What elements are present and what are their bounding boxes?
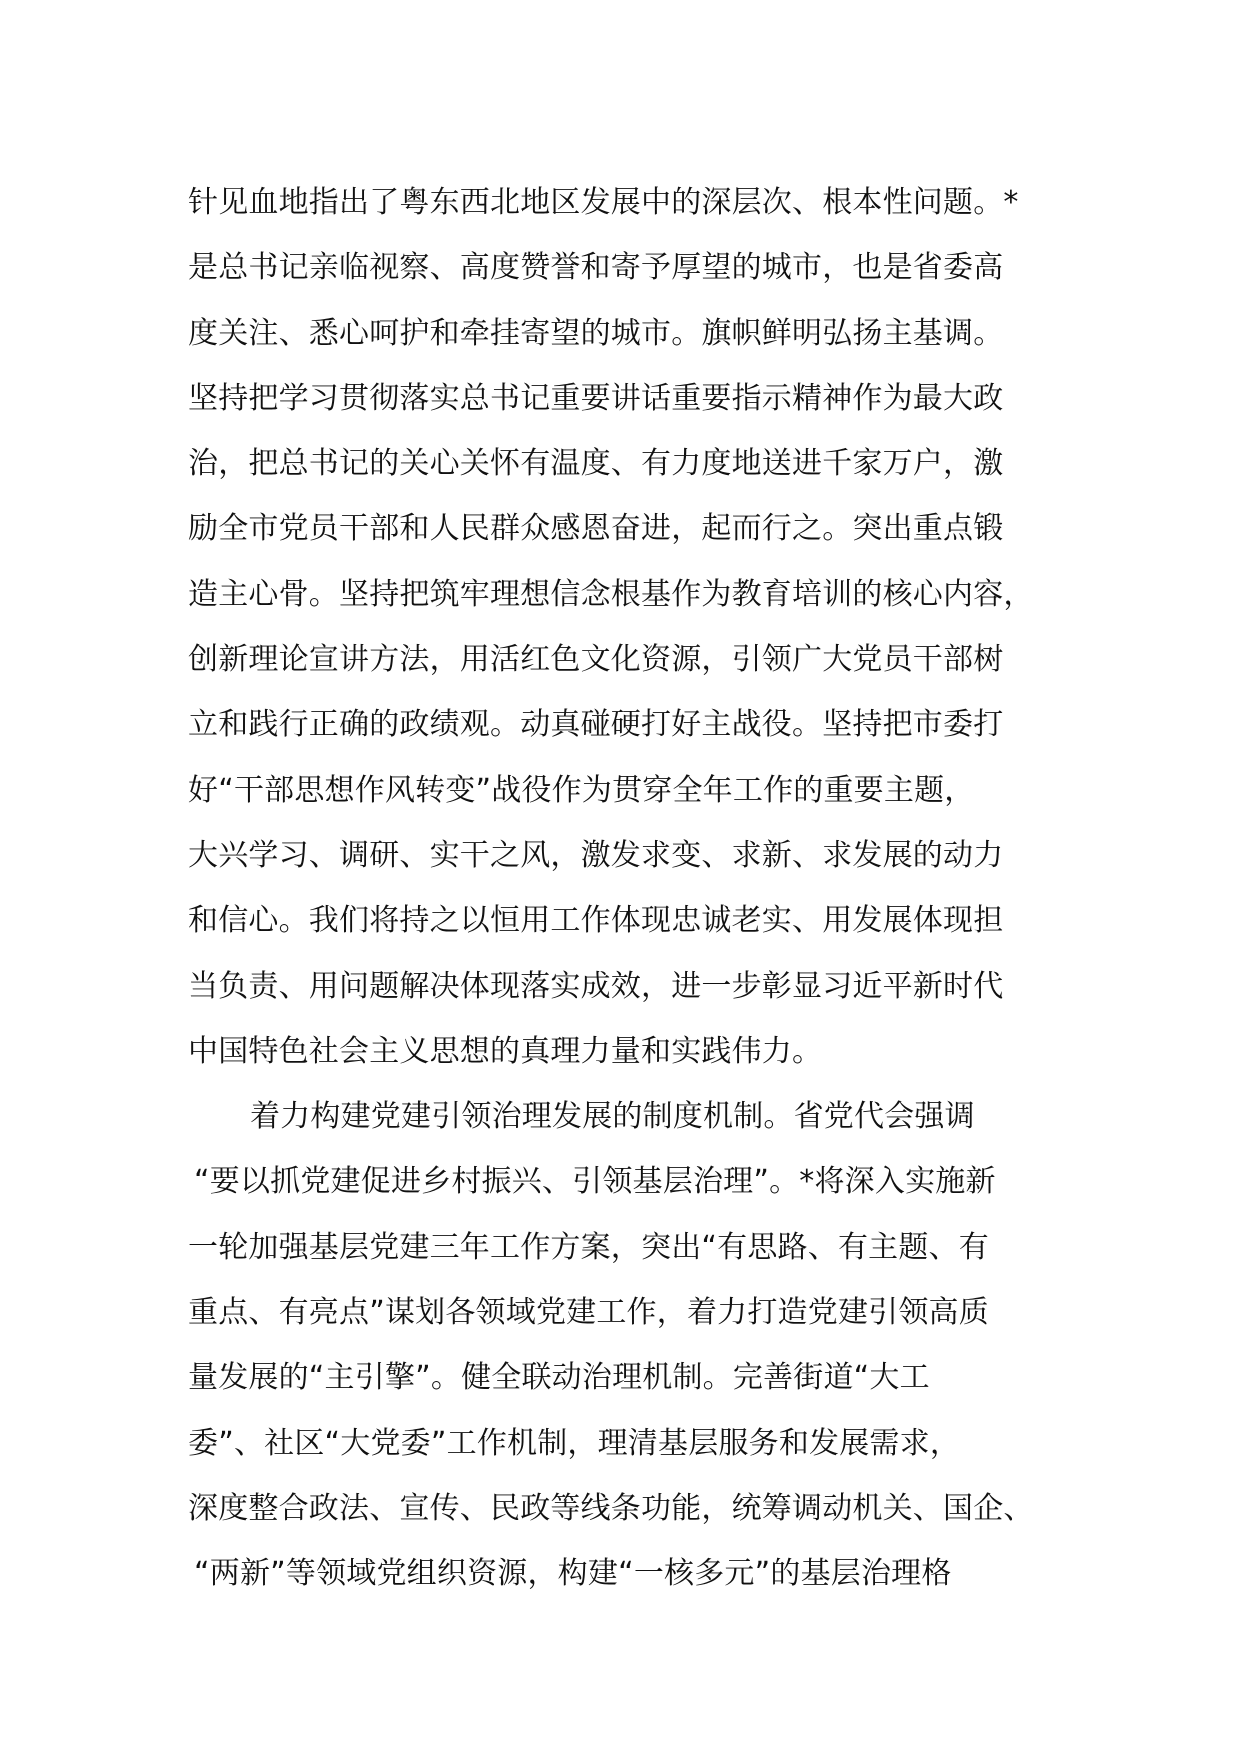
text-line: 量发展的“主引擎”。健全联动治理机制。完善街道“大工 bbox=[188, 1360, 930, 1396]
text-line: “两新”等领域党组织资源，构建“一核多元”的基层治理格 bbox=[194, 1556, 952, 1592]
text-line: 一轮加强基层党建三年工作方案，突出“有思路、有主题、有 bbox=[188, 1229, 989, 1265]
text-line: 度关注、悉心呵护和牵挂寄望的城市。旗帜鲜明弘扬主基调。 bbox=[188, 315, 1004, 351]
text-line: 好“干部思想作风转变”战役作为贯穿全年工作的重要主题， bbox=[188, 772, 975, 808]
text-line: 治，把总书记的关心关怀有温度、有力度地送进千家万户，激 bbox=[188, 446, 1004, 482]
text-line: 针见血地指出了粤东西北地区发展中的深层次、根本性问题。* bbox=[188, 185, 1019, 220]
text-line: 坚持把学习贯彻落实总书记重要讲话重要指示精神作为最大政 bbox=[188, 380, 1004, 416]
text-line: 深度整合政法、宣传、民政等线条功能，统筹调动机关、国企、 bbox=[188, 1490, 1034, 1526]
text-line: 当负责、用问题解决体现落实成效，进一步彰显习近平新时代 bbox=[188, 968, 1004, 1004]
text-line: 重点、有亮点”谋划各领域党建工作，着力打造党建引领高质 bbox=[188, 1295, 989, 1331]
text-line: 大兴学习、调研、实干之风，激发求变、求新、求发展的动力 bbox=[188, 837, 1004, 873]
text-line: 立和践行正确的政绩观。动真碰硬打好主战役。坚持把市委打 bbox=[188, 707, 1004, 743]
body-text bbox=[188, 170, 1078, 1607]
text-line: 是总书记亲临视察、高度赞誉和寄予厚望的城市，也是省委高 bbox=[188, 250, 1004, 286]
text-line: 造主心骨。坚持把筑牢理想信念根基作为教育培训的核心内容， bbox=[188, 576, 1034, 612]
text-line: 委”、社区“大党委”工作机制，理清基层服务和发展需求， bbox=[188, 1425, 961, 1461]
paragraph-first-line: 着力构建党建引领治理发展的制度机制。省党代会强调 bbox=[250, 1099, 975, 1135]
text-line: 和信心。我们将持之以恒用工作体现忠诚老实、用发展体现担 bbox=[188, 903, 1004, 939]
text-line: 创新理论宣讲方法，用活红色文化资源，引领广大党员干部树 bbox=[188, 642, 1004, 678]
text-line: 励全市党员干部和人民群众感恩奋进，起而行之。突出重点锻 bbox=[188, 511, 1004, 547]
text-line: 中国特色社会主义思想的真理力量和实践伟力。 bbox=[188, 1033, 823, 1069]
text-line: “要以抓党建促进乡村振兴、引领基层治理”。*将深入实施新 bbox=[194, 1164, 996, 1200]
